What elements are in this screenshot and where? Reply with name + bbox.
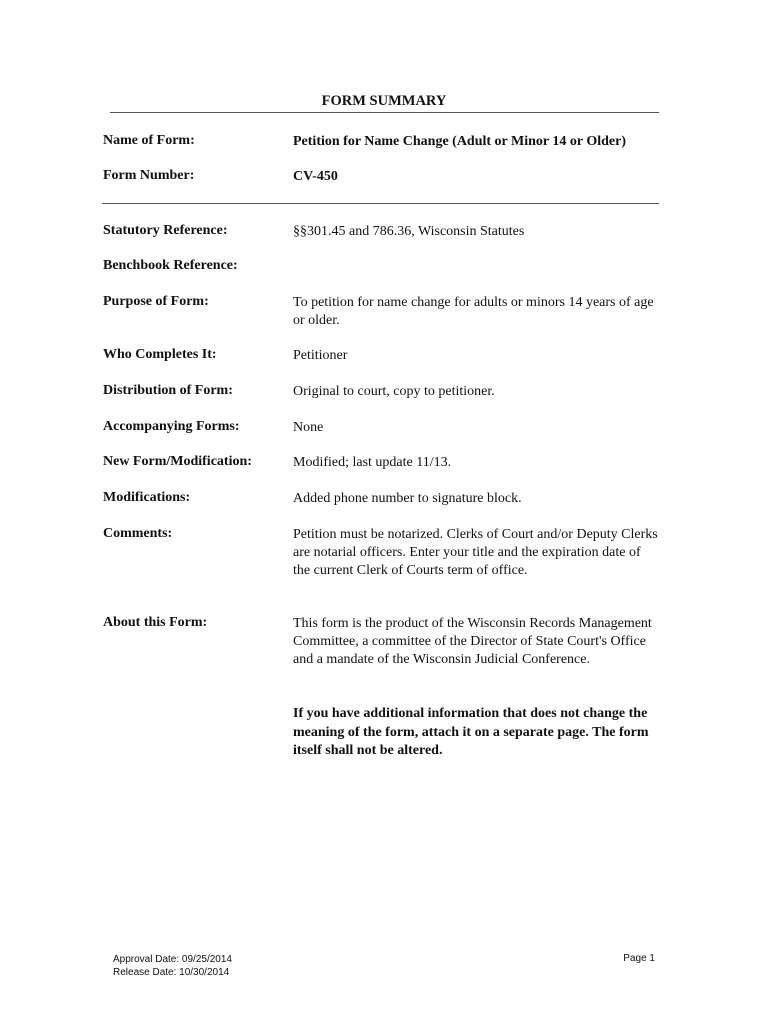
name-of-form-label: Name of Form:: [103, 133, 195, 148]
accompanying-forms-label: Accompanying Forms:: [103, 419, 240, 434]
distribution-of-form-value: Original to court, copy to petitioner.: [293, 384, 495, 399]
new-form-modification-value: Modified; last update 11/13.: [293, 455, 452, 470]
title-divider: [110, 112, 659, 113]
comments-value: Petition must be notarized. Clerks of Court and/or Deputy Clerks are notarial officers. Enter your title and the expiration date of the current Clerk of Courts term of office.: [293, 527, 658, 578]
modifications-value: Added phone number to signature block.: [293, 491, 522, 506]
page-number: Page 1: [623, 953, 655, 964]
approval-date: Approval Date: 09/25/2014: [113, 954, 232, 965]
who-completes-it-value: Petitioner: [293, 348, 348, 363]
form-number-label: Form Number:: [103, 168, 195, 183]
purpose-of-form-value: To petition for name change for adults or minors 14 years of age or older.: [293, 295, 654, 328]
modifications-label: Modifications:: [103, 490, 191, 505]
page-title: FORM SUMMARY: [321, 93, 447, 109]
section-divider: [102, 203, 659, 204]
alteration-notice: If you have additional information that does not change the meaning of the form, attach it on a separate page. The form itself shall not be altered.: [293, 706, 649, 758]
statutory-reference-label: Statutory Reference:: [103, 223, 228, 238]
who-completes-it-label: Who Completes It:: [103, 347, 217, 362]
name-of-form-value: Petition for Name Change (Adult or Minor 14 or Older): [293, 134, 626, 149]
accompanying-forms-value: None: [293, 420, 324, 435]
form-number-value: CV-450: [293, 169, 338, 184]
comments-label: Comments:: [103, 526, 173, 541]
new-form-modification-label: New Form/Modification:: [103, 454, 252, 469]
purpose-of-form-label: Purpose of Form:: [103, 294, 209, 309]
release-date: Release Date: 10/30/2014: [113, 967, 230, 978]
about-this-form-label: About this Form:: [103, 615, 208, 630]
footer-dates: [113, 953, 232, 979]
distribution-of-form-label: Distribution of Form:: [103, 383, 233, 398]
statutory-reference-value: §§301.45 and 786.36, Wisconsin Statutes: [293, 224, 525, 239]
about-this-form-value: This form is the product of the Wisconsin Records Management Committee, a committee of the Director of State Court's Office and a mandate of the Wisconsin Judicial Conference.: [293, 616, 652, 667]
benchbook-reference-label: Benchbook Reference:: [103, 258, 238, 273]
